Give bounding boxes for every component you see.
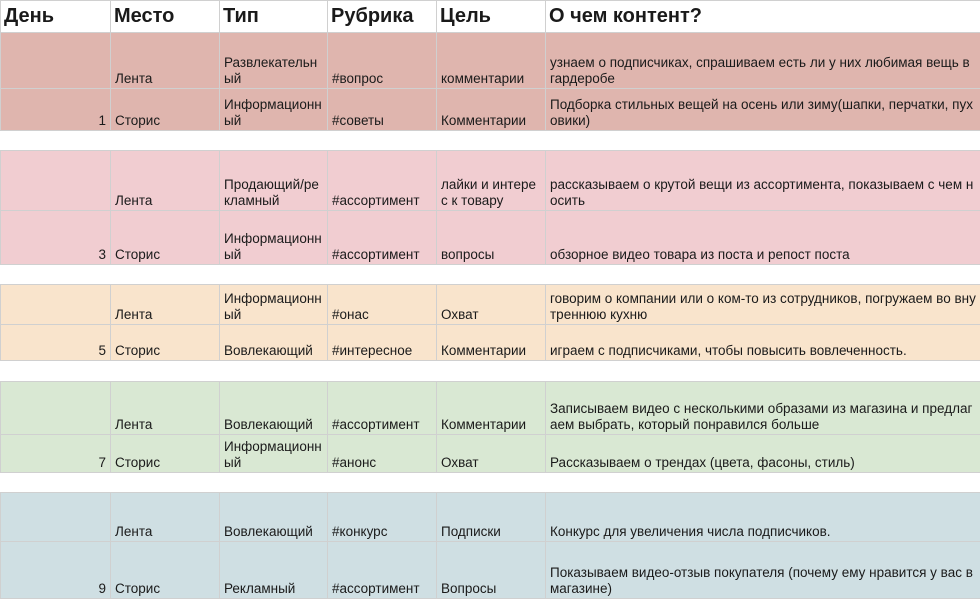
cell-goal[interactable]: Охват [437, 285, 546, 325]
cell-day[interactable]: 1 [1, 89, 111, 131]
table-row [1, 493, 980, 542]
cell-day[interactable] [1, 382, 111, 435]
cell-rubric[interactable]: #ассортимент [328, 211, 437, 265]
cell-place[interactable]: Лента [111, 285, 220, 325]
table-row [1, 435, 980, 473]
cell-type[interactable]: Рекламный [220, 542, 328, 599]
cell-day[interactable]: 3 [1, 211, 111, 265]
spacer-cell[interactable] [328, 131, 437, 151]
cell-place[interactable]: Лента [111, 493, 220, 542]
cell-day[interactable]: 5 [1, 325, 111, 361]
cell-rubric[interactable]: #вопрос [328, 33, 437, 89]
cell-type[interactable]: Развлекательный [220, 33, 328, 89]
cell-rubric[interactable]: #ассортимент [328, 382, 437, 435]
spacer-cell[interactable] [220, 131, 328, 151]
spacer-cell[interactable] [437, 265, 546, 285]
cell-content[interactable]: говорим о компании или о ком-то из сотрудников, погружаем во внутреннюю кухню [546, 285, 980, 325]
spacer-cell[interactable] [328, 473, 437, 493]
cell-type[interactable]: Вовлекающий [220, 493, 328, 542]
cell-goal[interactable]: Комментарии [437, 325, 546, 361]
cell-goal[interactable]: Комментарии [437, 89, 546, 131]
spacer-cell[interactable] [111, 361, 220, 382]
header-rubric[interactable]: Рубрика [328, 1, 437, 33]
table-row [1, 151, 980, 211]
cell-type[interactable]: Информационный [220, 285, 328, 325]
header-content[interactable]: О чем контент? [546, 1, 980, 33]
cell-type[interactable]: Вовлекающий [220, 325, 328, 361]
spacer-cell[interactable] [437, 473, 546, 493]
spacer-row [1, 265, 980, 285]
spacer-cell[interactable] [1, 361, 111, 382]
table-row [1, 542, 980, 599]
spacer-cell[interactable] [220, 265, 328, 285]
cell-rubric[interactable]: #советы [328, 89, 437, 131]
spacer-cell[interactable] [328, 265, 437, 285]
spacer-cell[interactable] [546, 265, 980, 285]
cell-type[interactable]: Информационный [220, 89, 328, 131]
cell-goal[interactable]: Комментарии [437, 382, 546, 435]
cell-content[interactable]: играем с подписчиками, чтобы повысить вовлеченность. [546, 325, 980, 361]
cell-content[interactable]: обзорное видео товара из поста и репост поста [546, 211, 980, 265]
cell-type[interactable]: Информационный [220, 211, 328, 265]
cell-place[interactable]: Сторис [111, 542, 220, 599]
cell-rubric[interactable]: #анонс [328, 435, 437, 473]
cell-type[interactable]: Вовлекающий [220, 382, 328, 435]
table-row [1, 325, 980, 361]
cell-goal[interactable]: Охват [437, 435, 546, 473]
cell-day[interactable] [1, 285, 111, 325]
cell-place[interactable]: Сторис [111, 435, 220, 473]
spacer-cell[interactable] [111, 265, 220, 285]
cell-content[interactable]: Записываем видео с несколькими образами из магазина и предлагаем выбрать, который понравился больше [546, 382, 980, 435]
spacer-cell[interactable] [1, 131, 111, 151]
cell-place[interactable]: Лента [111, 382, 220, 435]
cell-content[interactable]: узнаем о подписчиках, спрашиваем есть ли у них любимая вещь в гардеробе [546, 33, 980, 89]
spacer-cell[interactable] [220, 473, 328, 493]
spacer-row [1, 473, 980, 493]
cell-goal[interactable]: Вопросы [437, 542, 546, 599]
spacer-cell[interactable] [546, 361, 980, 382]
table-row [1, 285, 980, 325]
spacer-row [1, 131, 980, 151]
header-place[interactable]: Место [111, 1, 220, 33]
header-row [1, 1, 980, 33]
table-row [1, 33, 980, 89]
cell-type[interactable]: Продающий/рекламный [220, 151, 328, 211]
cell-place[interactable]: Сторис [111, 89, 220, 131]
spacer-cell[interactable] [437, 131, 546, 151]
spacer-cell[interactable] [437, 361, 546, 382]
spacer-cell[interactable] [220, 361, 328, 382]
spacer-cell[interactable] [546, 473, 980, 493]
cell-rubric[interactable]: #конкурс [328, 493, 437, 542]
spacer-cell[interactable] [1, 265, 111, 285]
spacer-cell[interactable] [111, 131, 220, 151]
spacer-cell[interactable] [546, 131, 980, 151]
cell-content[interactable]: Конкурс для увеличения числа подписчиков. [546, 493, 980, 542]
header-day[interactable]: День [1, 1, 111, 33]
table-body [1, 33, 980, 599]
cell-content[interactable]: Подборка стильных вещей на осень или зиму(шапки, перчатки, пуховики) [546, 89, 980, 131]
cell-place[interactable]: Сторис [111, 211, 220, 265]
cell-rubric[interactable]: #ассортимент [328, 151, 437, 211]
cell-day[interactable] [1, 33, 111, 89]
cell-place[interactable]: Сторис [111, 325, 220, 361]
cell-day[interactable]: 7 [1, 435, 111, 473]
header-type[interactable]: Тип [220, 1, 328, 33]
cell-goal[interactable]: комментарии [437, 33, 546, 89]
cell-rubric[interactable]: #ассортимент [328, 542, 437, 599]
cell-rubric[interactable]: #онас [328, 285, 437, 325]
cell-type[interactable]: Информационный [220, 435, 328, 473]
cell-rubric[interactable]: #интересное [328, 325, 437, 361]
table-row [1, 89, 980, 131]
cell-content[interactable]: Показываем видео-отзыв покупателя (почему ему нравится у вас в магазине) [546, 542, 980, 599]
header-goal[interactable]: Цель [437, 1, 546, 33]
cell-day[interactable] [1, 493, 111, 542]
cell-place[interactable]: Лента [111, 151, 220, 211]
spacer-cell[interactable] [1, 473, 111, 493]
cell-goal[interactable]: лайки и интерес к товару [437, 151, 546, 211]
cell-content[interactable]: Рассказываем о трендах (цвета, фасоны, стиль) [546, 435, 980, 473]
cell-goal[interactable]: вопросы [437, 211, 546, 265]
table-row [1, 211, 980, 265]
cell-day[interactable]: 9 [1, 542, 111, 599]
spacer-cell[interactable] [328, 361, 437, 382]
cell-content[interactable]: рассказываем о крутой вещи из ассортимента, показываем с чем носить [546, 151, 980, 211]
table-row [1, 382, 980, 435]
cell-goal[interactable]: Подписки [437, 493, 546, 542]
cell-day[interactable] [1, 151, 111, 211]
spacer-cell[interactable] [111, 473, 220, 493]
spacer-row [1, 361, 980, 382]
cell-place[interactable]: Лента [111, 33, 220, 89]
